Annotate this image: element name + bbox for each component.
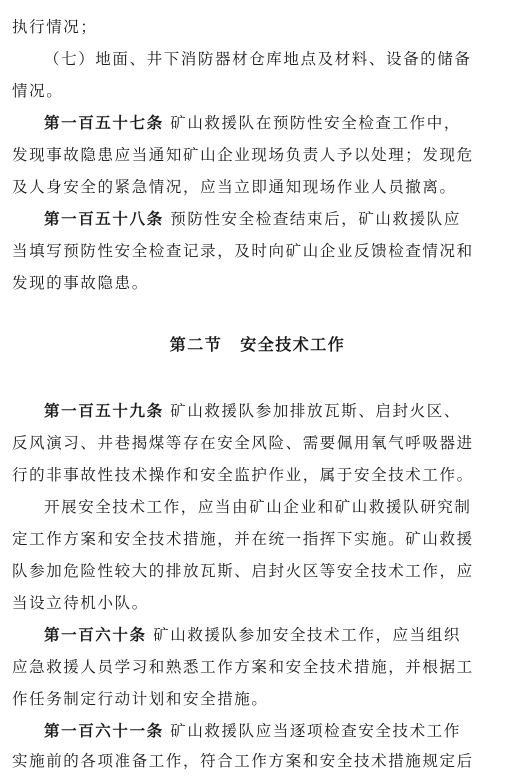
article-157-line: 第一百五十七条 矿山救援队在预防性安全检查工作中， xyxy=(44,113,461,132)
text-line: 定工作方案和安全技术措施，并在统一指挥下实施。矿山救援 xyxy=(12,530,474,548)
article-number: 第一百五十九条 xyxy=(44,401,164,420)
text-line: 发现的事故隐患。 xyxy=(12,274,149,292)
text-line: 当设立待机小队。 xyxy=(12,594,149,612)
text-line: 应急救援人员学习和熟悉工作方案和安全技术措施，并根据工 xyxy=(12,658,474,676)
text-line: 行的非事故性技术操作和安全监护作业，属于安全技术工作。 xyxy=(12,466,474,484)
article-number: 第一百六十条 xyxy=(44,625,147,644)
article-number: 第一百五十八条 xyxy=(44,209,164,228)
article-158-line: 第一百五十八条 预防性安全检查结束后，矿山救援队应 xyxy=(44,209,461,228)
text-line: 执行情况； xyxy=(12,18,98,36)
text-line: 作任务制定行动计划和安全措施。 xyxy=(12,690,269,708)
text-line: 队参加危险性较大的排放瓦斯、启封火区等安全技术工作，应 xyxy=(12,562,474,580)
text-line: 当填写预防性安全检查记录，及时向矿山企业反馈检查情况和 xyxy=(12,242,474,260)
section-heading xyxy=(0,330,515,360)
text-line: 发现事故隐患应当通知矿山企业现场负责人予以处理；发现危 xyxy=(12,146,474,164)
text-line: 情况。 xyxy=(12,82,64,100)
article-number: 第一百五十七条 xyxy=(44,113,164,132)
text-line: 反风演习、井巷揭煤等存在安全风险、需要佩用氧气呼吸器进 xyxy=(12,434,474,452)
text-line: （七）地面、井下消防器材仓库地点及材料、设备的储备 xyxy=(44,50,472,68)
section-number: 第二节 xyxy=(169,335,223,354)
article-160-line: 第一百六十条 矿山救援队参加安全技术工作，应当组织 xyxy=(44,625,461,644)
article-161-line: 第一百六十一条 矿山救援队应当逐项检查安全技术工作 xyxy=(44,721,461,740)
text-line: 实施前的各项准备工作，符合工作方案和安全技术措施规定后 xyxy=(12,752,474,770)
article-159-line: 第一百五十九条 矿山救援队参加排放瓦斯、启封火区、 xyxy=(44,401,461,420)
article-number: 第一百六十一条 xyxy=(44,721,164,740)
text-line: 及人身安全的紧急情况，应当立即通知现场作业人员撤离。 xyxy=(12,178,457,196)
section-title: 安全技术工作 xyxy=(240,335,346,354)
text-line: 开展安全技术工作，应当由矿山企业和矿山救援队研究制 xyxy=(44,498,472,516)
